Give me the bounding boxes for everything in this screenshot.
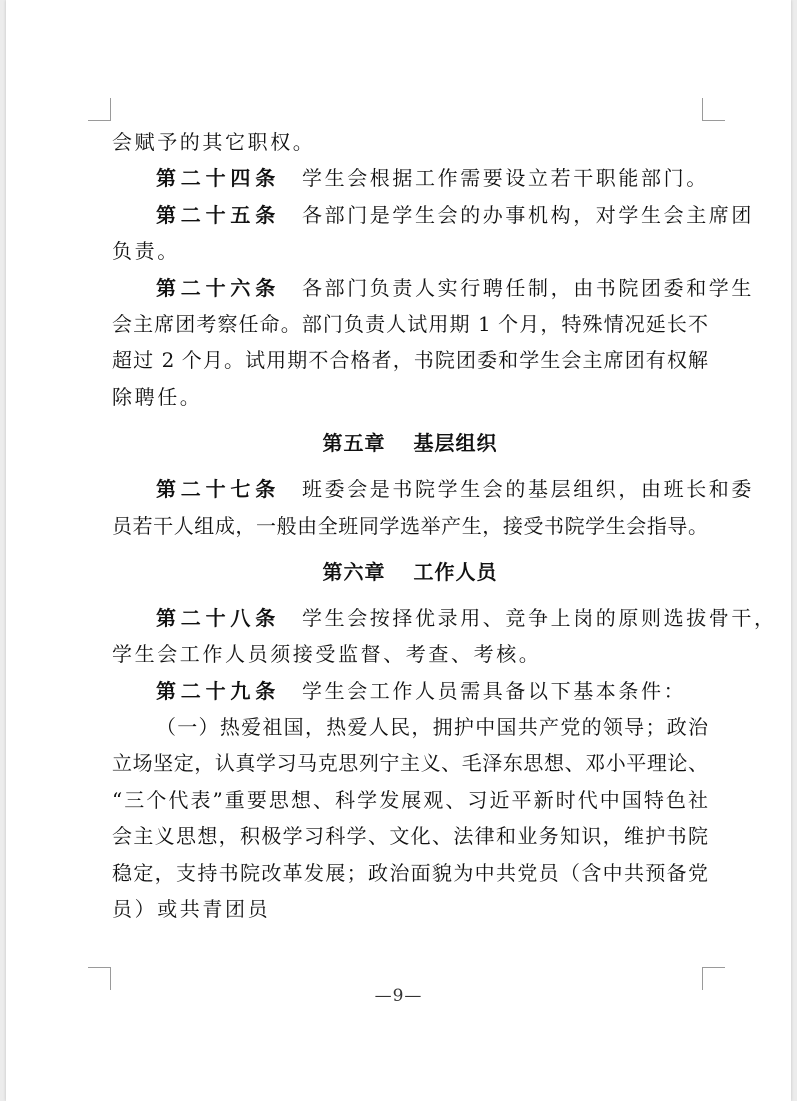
paragraph-line: 会赋予的其它职权。: [112, 130, 316, 154]
article-text: 学生会工作人员需具备以下基本条件：: [302, 678, 687, 703]
paragraph-line: 学生会工作人员须接受监督、考查、考核。: [112, 642, 542, 667]
paragraph-line: 除聘任。: [112, 384, 203, 409]
article-number: 第二十六条: [156, 275, 280, 300]
paragraph-line: “三个代表”重要思想、科学发展观、习近平新时代中国特色社: [112, 787, 708, 812]
article-text: 各部门是学生会的办事机构，对学生会主席团: [302, 202, 754, 227]
paragraph-line: （一）热爱祖国，热爱人民，拥护中国共产党的领导；政治: [156, 715, 708, 740]
article-text: 学生会根据工作需要设立若干职能部门。: [302, 166, 709, 191]
page-number: —9—: [374, 986, 423, 1006]
article-24: [112, 160, 708, 196]
article-number: 第二十四条: [156, 166, 280, 191]
crop-mark-top-right: [702, 98, 725, 121]
paragraph-line: 会主席团考察任命。部门负责人试用期 1 个月，特殊情况延长不: [112, 311, 708, 336]
paragraph-line: 稳定，支持书院改革发展；政治面貌为中共党员（含中共预备党: [112, 860, 708, 885]
paragraph-line: 员若干人组成，一般由全班同学选举产生，接受书院学生会指导。: [112, 513, 708, 538]
chapter-title: 基层组织: [413, 431, 498, 456]
article-number: 第二十七条: [156, 477, 280, 502]
article-28: [112, 600, 777, 636]
chapter-title: 工作人员: [413, 559, 498, 584]
paragraph-line: 员）或共青团员: [112, 897, 271, 922]
chapter-number: 第六章: [322, 559, 386, 584]
paragraph-line: 会主义思想，积极学习科学、文化、法律和业务知识，维护书院: [112, 824, 708, 849]
document-body: [112, 124, 777, 927]
paragraph-line: 超过 2 个月。试用期不合格者，书院团委和学生会主席团有权解: [112, 348, 708, 373]
paragraph-line: 立场坚定，认真学习马克思列宁主义、毛泽东思想、邓小平理论、: [112, 751, 708, 776]
article-27: [112, 471, 754, 507]
chapter-heading-6: [112, 552, 708, 592]
article-text: 各部门负责人实行聘任制，由书院团委和学生: [302, 275, 754, 300]
article-number: 第二十九条: [156, 678, 280, 703]
article-text: 学生会按择优录用、竞争上岗的原则选拔骨干，: [302, 605, 777, 630]
article-26: [112, 270, 754, 306]
article-text: 班委会是书院学生会的基层组织，由班长和委: [302, 477, 754, 502]
document-page: [6, 0, 791, 1101]
article-25: [112, 197, 754, 233]
article-number: 第二十五条: [156, 202, 280, 227]
article-number: 第二十八条: [156, 605, 280, 630]
article-29: [112, 673, 708, 709]
paragraph-line: 负责。: [112, 239, 180, 264]
chapter-heading-5: [112, 423, 708, 463]
chapter-number: 第五章: [322, 431, 386, 456]
crop-mark-top-left: [88, 98, 111, 121]
